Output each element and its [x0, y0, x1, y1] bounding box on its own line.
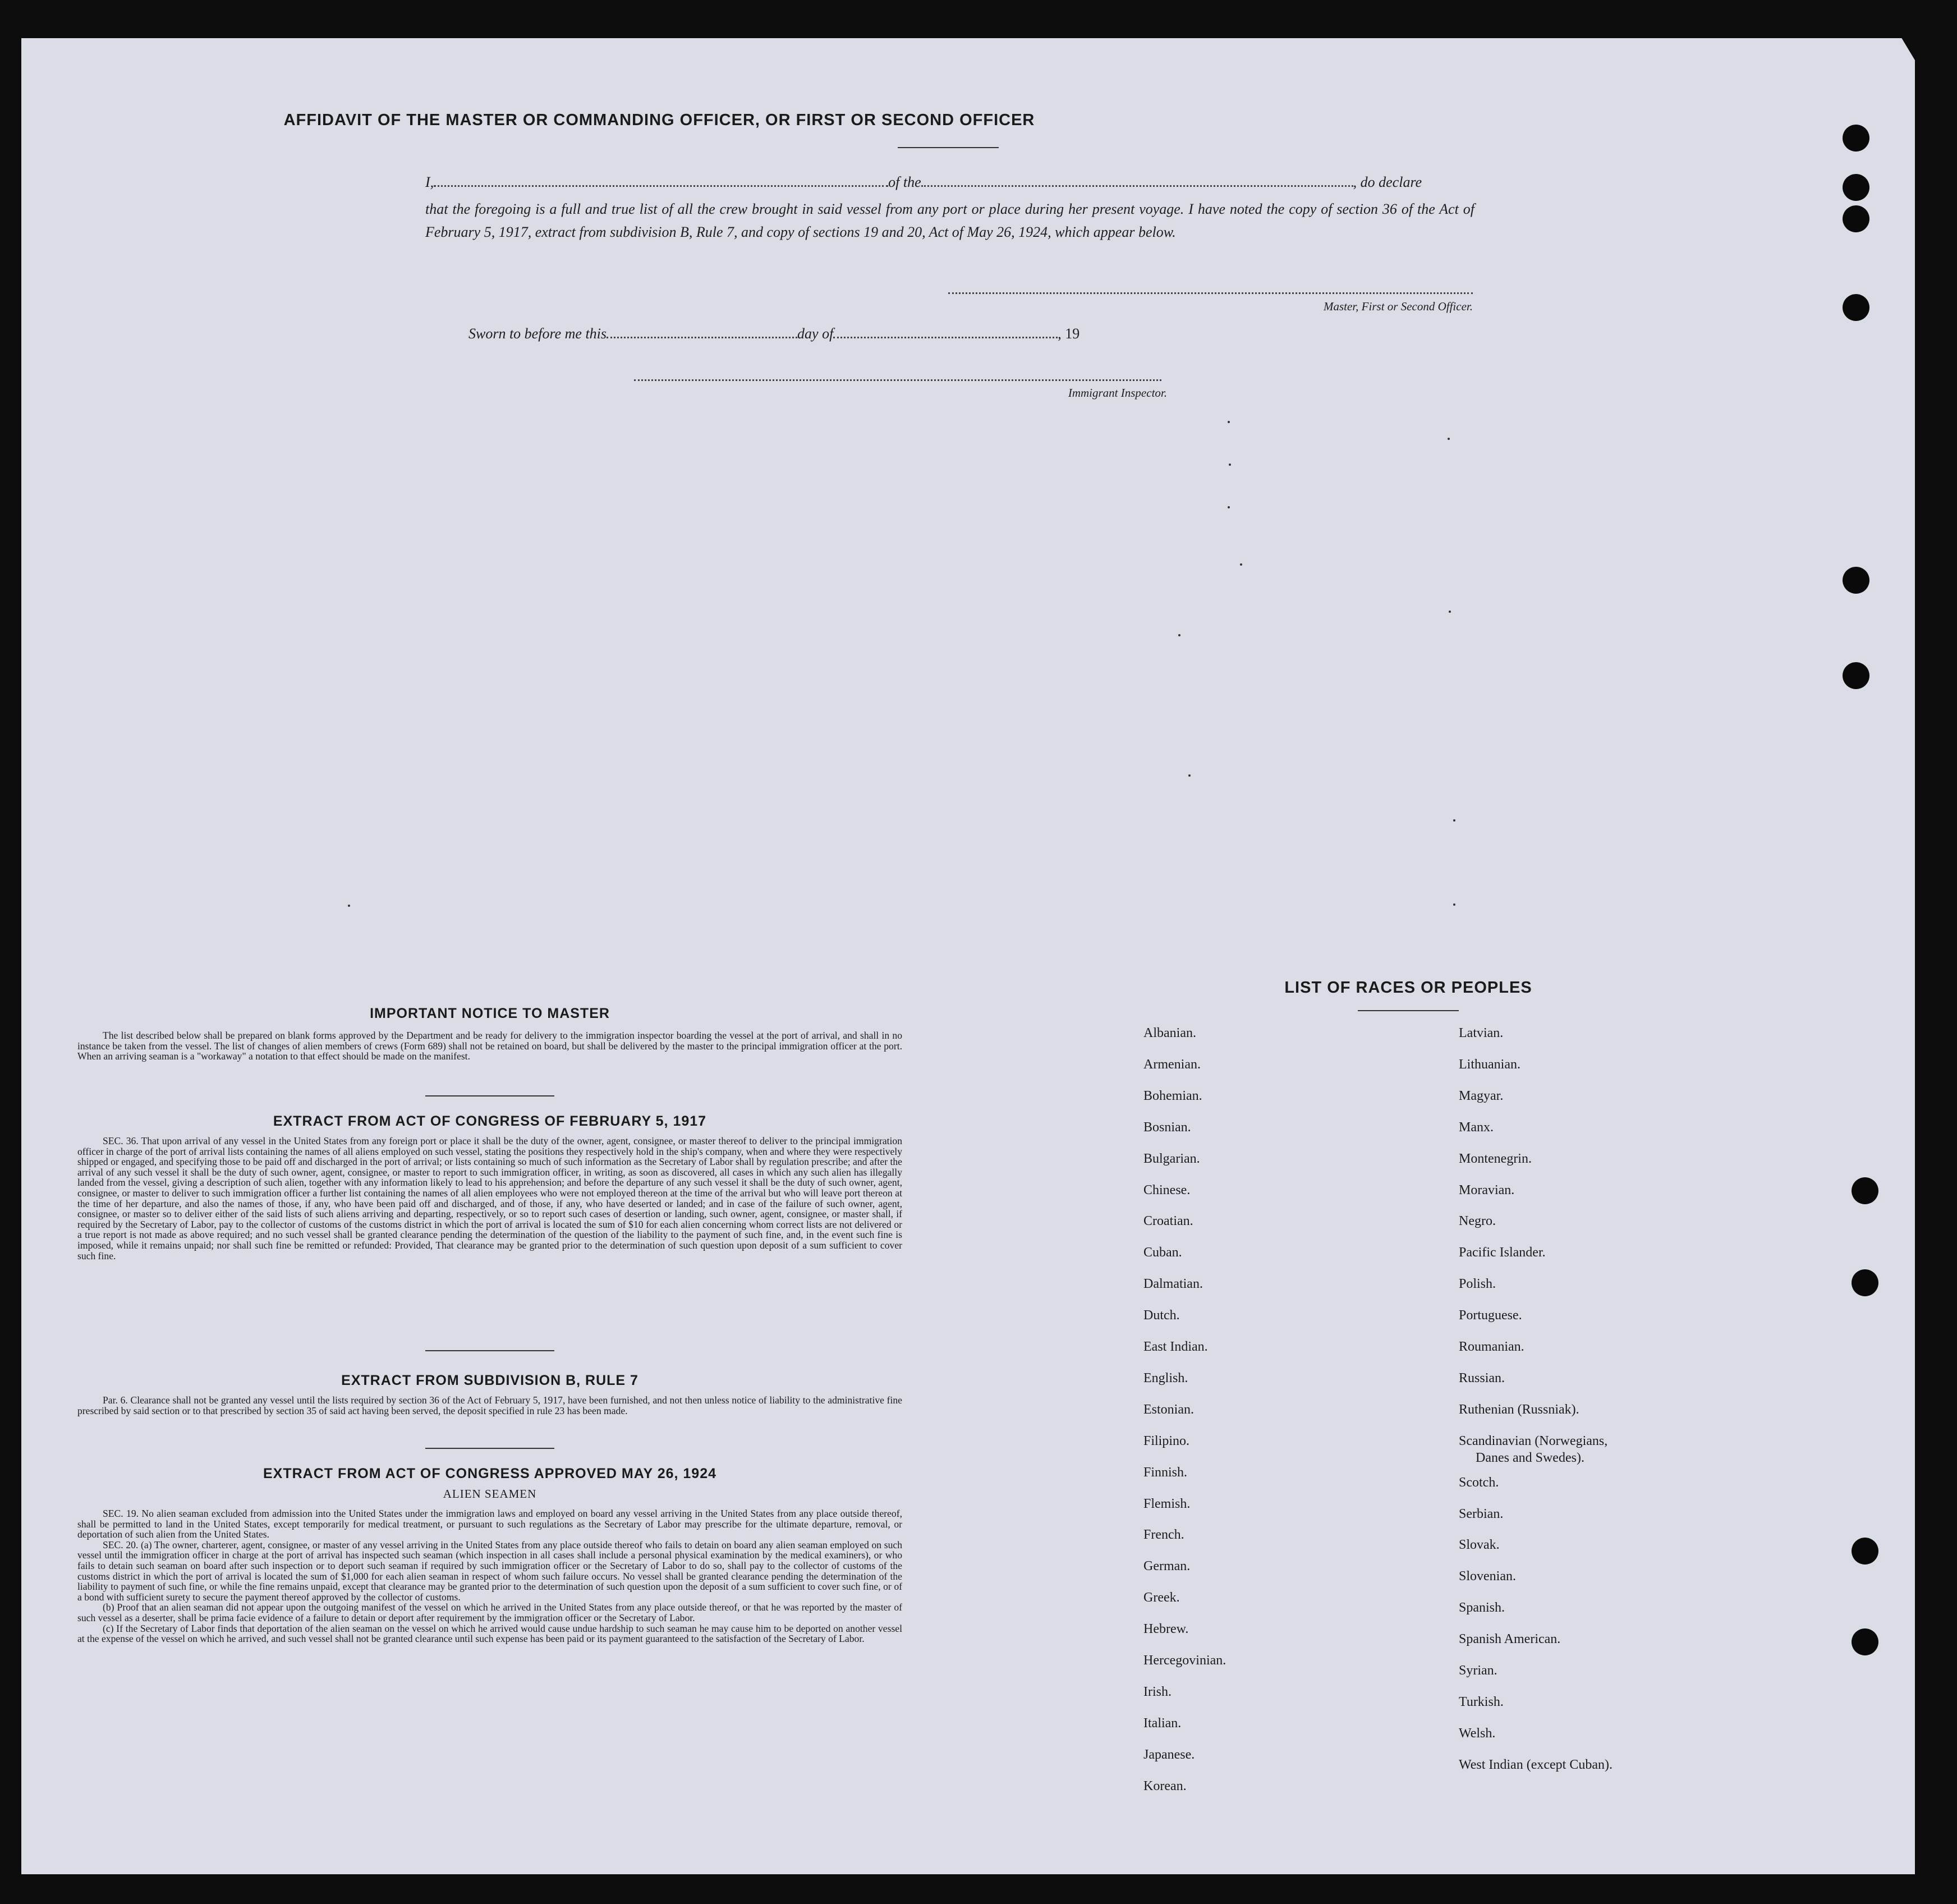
race-item: Dalmatian.	[1143, 1277, 1203, 1292]
divider	[425, 1350, 554, 1351]
race-item: Montenegrin.	[1459, 1151, 1532, 1166]
binder-hole	[1852, 1269, 1878, 1296]
of-the-label: of the	[888, 174, 921, 190]
master-caption: Master, First or Second Officer.	[1324, 300, 1473, 313]
extract-1924-subtitle: ALIEN SEAMEN	[443, 1487, 537, 1501]
binder-hole	[1852, 1538, 1878, 1565]
race-item: Japanese.	[1143, 1747, 1195, 1762]
divider	[425, 1448, 554, 1449]
race-item: Armenian.	[1143, 1057, 1201, 1072]
scan-speck	[1240, 563, 1242, 566]
scan-speck	[1228, 421, 1230, 423]
race-item: Magyar.	[1459, 1088, 1504, 1103]
extract-1917-title: EXTRACT FROM ACT OF CONGRESS OF FEBRUARY 5, 1917	[273, 1113, 707, 1129]
inspector-caption: Immigrant Inspector.	[1068, 386, 1167, 400]
sec-20c: (c) If the Secretary of Labor finds that deportation of the alien seaman on the vessel on which he arrived would cause undue hardship to such seaman he may cause him to be deported on another vessel at the expense of the vessel on which he arrived, and such vessel shall not be granted clearance until such expense has been paid or its payment guaranteed to the satisfaction of the Secretary of Labor.	[77, 1622, 902, 1645]
race-item: Serbian.	[1459, 1506, 1504, 1521]
race-item: Estonian.	[1143, 1402, 1194, 1417]
race-item: Bosnian.	[1143, 1120, 1191, 1135]
race-item: Dutch.	[1143, 1308, 1180, 1323]
subdivision-title: EXTRACT FROM SUBDIVISION B, RULE 7	[341, 1373, 638, 1388]
scan-speck	[1228, 506, 1230, 508]
race-item-continued: Danes and Swedes).	[1476, 1451, 1584, 1465]
sworn-day-field[interactable]	[607, 336, 797, 338]
affidavit-body: that the foregoing is a full and true list of all the crew brought in said vessel from any port or place during her present voyage. I have noted the copy of section 36 of the Act of February 5, 1917, extract from subdivision B, Rule 7, and copy of sections 19 and 20, Act of May 26, 1924, which appear below.	[425, 201, 1474, 240]
race-item: Bohemian.	[1143, 1088, 1202, 1103]
race-item: Portuguese.	[1459, 1308, 1522, 1323]
notice-text: The list described below shall be prepared on blank forms approved by the Department and be ready for delivery to the immigration inspector boarding the vessel at the port of arrival, and shall in no instance be taken from the vessel. The list of changes of alien members of crews (Form 689) shall not be retained on board, but shall be delivered by the master to the principal immigration officer at the port. When an arriving seaman is a "workaway" a notation to that effect should be made on the manifest.	[77, 1030, 902, 1062]
inspector-signature-field[interactable]	[634, 379, 1161, 381]
race-item: Ruthenian (Russniak).	[1459, 1402, 1579, 1417]
extract-1917-text: SEC. 36. That upon arrival of any vessel in the United States from any foreign port or place it shall be the duty of the owner, agent, consignee, or master thereof to deliver to the principal immigration officer in charge of the port of arrival lists containing the names of all aliens employed on such vessel, stating the positions they respectively hold in the ship's company, when and where they were respectively shipped or engaged, and specifying those to be paid off and discharged in the port of arrival; or lists containing so much of such information as the Secretary of Labor shall by regulation prescribe; and after the arrival of any such vessel it shall be the duty of such owner, agent, consignee, or master to report to such immigration officer, in writing, as soon as discovered, all cases in which any such alien has illegally landed from the vessel, giving a description of such alien, together with any information likely to lead to his apprehension; and before the departure of any such vessel it shall be the duty of such owner, agent, consignee, or master to deliver to such immigration officer a further list containing the names of all alien employees who were not employed thereon at the time of the arrival but who will leave port thereon at the time of her departure, and also the names of those, if any, who have been paid off and discharged, and of those, if any, who have deserted or landed; and in case of the failure of such owner, agent, consignee, or master so to deliver either of the said lists of such aliens arriving and departing, respectively, or so to report such cases of desertion or landing, such owner, agent, consignee, or master shall, if required by the Secretary of Labor, pay to the collector of customs of the customs district in which the port of arrival is located the sum of $10 for each alien concerning whom correct lists are not delivered or a true report is not made as above required; and no such vessel shall be granted clearance pending the determination of the question of the liability to the payment of such fine, and, in the event such fine is imposed, while it remains unpaid; nor shall such fine be remitted or refunded: Provided, That clearance may be granted prior to the determination of such question upon deposit of a sum sufficient to cover such fine.	[77, 1135, 902, 1261]
races-title: LIST OF RACES OR PEOPLES	[1284, 979, 1532, 997]
binder-hole	[1852, 1177, 1878, 1204]
scan-speck	[1178, 634, 1180, 636]
extract-1924-text	[77, 1508, 902, 1644]
affidavit-title: AFFIDAVIT OF THE MASTER OR COMMANDING OFFICER, OR FIRST OR SECOND OFFICER	[283, 111, 1035, 129]
subdivision-text: Par. 6. Clearance shall not be granted any vessel until the lists required by section 36 of the Act of February 5, 1917, have been furnished, and not then unless notice of liability to the administrative fine prescribed by said section or to that prescribed by section 35 of said act having been served, the deposit specified in rule 23 has been made.	[77, 1394, 902, 1416]
race-item: Hebrew.	[1143, 1622, 1189, 1637]
race-item: Cuban.	[1143, 1245, 1182, 1260]
race-item: West Indian (except Cuban).	[1459, 1757, 1613, 1772]
vessel-field[interactable]	[921, 185, 1353, 187]
race-item: Moravian.	[1459, 1182, 1515, 1198]
name-field[interactable]	[434, 185, 888, 187]
divider	[898, 147, 999, 148]
sec-19: SEC. 19. No alien seaman excluded from admission into the United States under the immigration laws and employed on board any vessel arriving in the United States from any place outside thereof, shall be permitted to land in the United States, except temporarily for medical treatment, or pursuant to such regulations as the Secretary of Labor may prescribe for the ultimate departure, removal, or deportation of such alien from the United States.	[77, 1508, 902, 1540]
divider	[425, 1095, 554, 1096]
master-signature-field[interactable]	[948, 292, 1473, 294]
scan-speck	[1448, 438, 1450, 440]
race-item: French.	[1143, 1527, 1184, 1543]
race-item: Spanish American.	[1459, 1632, 1561, 1647]
extract-1924-title: EXTRACT FROM ACT OF CONGRESS APPROVED MAY 26, 1924	[263, 1466, 717, 1481]
binder-hole	[1843, 294, 1869, 321]
race-item: Croatian.	[1143, 1214, 1193, 1229]
race-item: Syrian.	[1459, 1663, 1497, 1678]
race-item: Flemish.	[1143, 1496, 1191, 1511]
declaration-line	[425, 174, 1474, 191]
race-item: Bulgarian.	[1143, 1151, 1200, 1166]
binder-hole	[1843, 567, 1869, 594]
sworn-month-field[interactable]	[833, 336, 1058, 338]
race-item: Spanish.	[1459, 1600, 1505, 1616]
race-item: Scotch.	[1459, 1475, 1499, 1490]
race-item: Turkish.	[1459, 1694, 1504, 1709]
race-item: Chinese.	[1143, 1182, 1191, 1198]
race-item: Hercegovinian.	[1143, 1653, 1226, 1668]
binder-hole	[1843, 125, 1869, 152]
race-item: Finnish.	[1143, 1465, 1188, 1480]
race-item: Italian.	[1143, 1715, 1182, 1731]
race-item: Filipino.	[1143, 1433, 1190, 1448]
binder-hole	[1843, 174, 1869, 201]
race-item: Latvian.	[1459, 1026, 1504, 1040]
sworn-line	[468, 325, 1079, 342]
scan-speck	[1449, 611, 1451, 613]
day-of-label: day of	[797, 325, 834, 342]
race-item: Roumanian.	[1459, 1339, 1524, 1354]
race-item: Slovak.	[1459, 1538, 1500, 1553]
sec-20b: (b) Proof that an alien seaman did not appear upon the outgoing manifest of the vessel on which he arrived in the United States from any place outside thereof, or that he was reported by the master of such vessel as a deserter, shall be prima facie evidence of a failure to detain or deport after requirement by the immigration officer or the Secretary of Labor.	[77, 1602, 902, 1623]
race-item: Polish.	[1459, 1277, 1496, 1292]
scan-speck	[1188, 774, 1191, 777]
notice-title: IMPORTANT NOTICE TO MASTER	[370, 1006, 610, 1021]
race-item: Scandinavian (Norwegians,	[1459, 1433, 1608, 1448]
race-item: Negro.	[1459, 1214, 1496, 1229]
binder-hole	[1843, 662, 1869, 689]
binder-hole	[1843, 205, 1869, 232]
race-item: Albanian.	[1143, 1026, 1196, 1040]
sworn-label: Sworn to before me this	[468, 325, 607, 342]
race-item: Irish.	[1143, 1684, 1172, 1699]
race-item: Welsh.	[1459, 1726, 1496, 1741]
do-declare-label: , do declare	[1353, 174, 1422, 190]
scan-speck	[1453, 903, 1455, 906]
race-item: Korean.	[1143, 1778, 1187, 1793]
race-item: Lithuanian.	[1459, 1057, 1520, 1072]
sec-20a: SEC. 20. (a) The owner, charterer, agent, consignee, or master of any vessel arriving in the United States from any place outside thereof who fails to detain on board any alien seaman employed on such vessel until the immigration officer in charge at the port of arrival has inspected such seaman (which inspection in all cases shall include a personal physical examination by the medical examiners), or who fails to detain such seaman on board after such inspection or to deport such seaman if required by such immigration officer or the Secretary of Labor to do so, shall pay to the collector of customs of the customs district in which the port of arrival is located the sum of $1,000 for each alien seaman in respect of whom such failure occurs. No vessel shall be granted clearance pending the determination of the liability to payment of such fine, or while the fine remains unpaid, except that clearance may be granted prior to the determination of such question upon the deposit of a sum sufficient to cover such fine, or of a bond with sufficient surety to secure the payment thereof approved by the collector of customs.	[77, 1539, 902, 1603]
race-item: Pacific Islander.	[1459, 1245, 1546, 1260]
i-label: I,	[425, 174, 434, 190]
race-item: Greek.	[1143, 1590, 1180, 1605]
race-item: German.	[1143, 1559, 1191, 1574]
race-item: Manx.	[1459, 1120, 1494, 1135]
race-item: Russian.	[1459, 1370, 1505, 1385]
scan-speck	[1229, 464, 1231, 466]
divider	[1358, 1010, 1459, 1011]
race-item: East Indian.	[1143, 1339, 1208, 1354]
year-label: , 19	[1058, 325, 1080, 342]
race-item: Slovenian.	[1459, 1569, 1516, 1584]
scan-speck	[1453, 819, 1455, 822]
scan-speck	[348, 905, 350, 907]
race-item: English.	[1143, 1370, 1188, 1385]
binder-hole	[1852, 1628, 1878, 1655]
